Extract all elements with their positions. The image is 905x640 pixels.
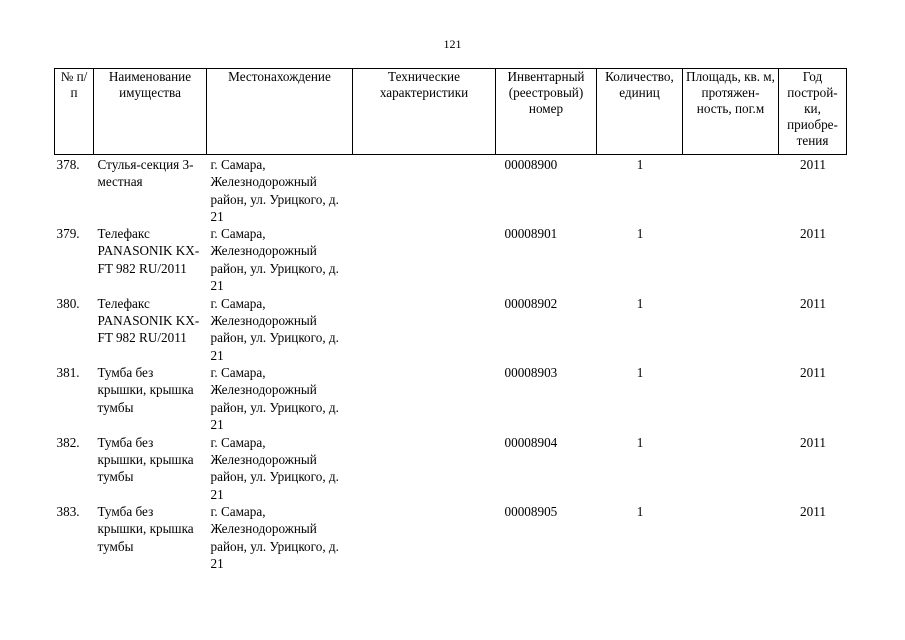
row-tech (353, 434, 496, 504)
row-location: г. Самара, Железнодорожный район, ул. Урицкого, д. 21 (210, 504, 339, 572)
row-number: 382. (56, 434, 80, 450)
row-year: 2011 (800, 226, 826, 242)
row-inventory: 00008901 (504, 226, 558, 242)
row-year: 2011 (800, 157, 826, 172)
row-quantity: 1 (636, 226, 644, 242)
header-tech: Технические характеристики (353, 69, 496, 155)
row-number: 380. (56, 295, 80, 311)
row-area (683, 364, 779, 434)
header-name: Наименование имущества (94, 69, 207, 155)
row-number: 381. (56, 365, 80, 381)
row-name: Тумба без крышки, крышка тумбы (97, 365, 194, 415)
row-name: Телефакс PANASONIK KX-FT 982 RU/2011 (97, 226, 200, 276)
row-area (683, 434, 779, 504)
row-number: 379. (56, 226, 80, 242)
row-name: Тумба без крышки, крышка тумбы (97, 504, 194, 554)
row-name: Тумба без крышки, крышка тумбы (97, 434, 194, 485)
row-inventory: 00008902 (504, 295, 558, 311)
row-tech (353, 364, 496, 434)
row-quantity: 1 (636, 504, 644, 520)
row-tech (353, 503, 496, 573)
row-quantity: 1 (636, 157, 644, 172)
row-tech (353, 155, 496, 226)
table-header (55, 69, 847, 155)
row-inventory: 00008903 (504, 365, 558, 381)
row-quantity: 1 (636, 295, 644, 311)
row-area (683, 225, 779, 295)
row-location: г. Самара, Железнодорожный район, ул. Урицкого, д. 21 (210, 365, 339, 433)
table-row (55, 155, 847, 226)
row-year: 2011 (800, 434, 826, 450)
row-area (683, 503, 779, 573)
row-tech (353, 225, 496, 295)
page-number: 121 (443, 37, 462, 51)
row-inventory: 00008900 (504, 157, 558, 172)
header-inventory: Инвентарный (реестровый) номер (496, 69, 597, 155)
row-area (683, 295, 779, 365)
row-year: 2011 (800, 504, 826, 520)
row-quantity: 1 (636, 434, 644, 450)
table-row (55, 503, 847, 573)
table-row (55, 295, 847, 365)
row-number: 378. (56, 157, 80, 172)
row-year: 2011 (800, 365, 826, 381)
row-name: Телефакс PANASONIK KX-FT 982 RU/2011 (97, 295, 200, 346)
header-year: Год построй-ки, приобре-тения (779, 69, 847, 155)
row-inventory: 00008905 (504, 504, 558, 520)
table-body (55, 155, 847, 573)
table-row (55, 364, 847, 434)
row-number: 383. (56, 504, 80, 520)
header-quantity: Количество, единиц (597, 69, 683, 155)
row-year: 2011 (800, 295, 826, 311)
property-table (54, 68, 847, 573)
header-num: № п/п (55, 69, 94, 155)
header-location: Местонахождение (207, 69, 353, 155)
row-tech (353, 295, 496, 365)
row-location: г. Самара, Железнодорожный район, ул. Урицкого, д. 21 (210, 157, 339, 224)
row-area (683, 155, 779, 226)
row-name: Стулья-секция 3-местная (97, 157, 194, 190)
row-inventory: 00008904 (504, 434, 558, 450)
table-row (55, 434, 847, 504)
row-location: г. Самара, Железнодорожный район, ул. Урицкого, д. 21 (210, 295, 339, 363)
row-location: г. Самара, Железнодорожный район, ул. Урицкого, д. 21 (210, 434, 339, 502)
row-quantity: 1 (636, 365, 644, 381)
header-area: Площадь, кв. м, протяжен-ность, пог.м (683, 69, 779, 155)
row-location: г. Самара, Железнодорожный район, ул. Урицкого, д. 21 (210, 226, 339, 294)
table-row (55, 225, 847, 295)
